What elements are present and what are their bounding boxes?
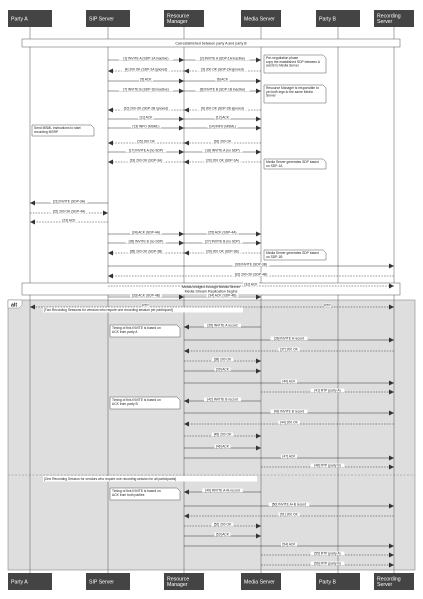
message-label: [24] ACK (SDP-4A) xyxy=(131,230,161,235)
participant-label: Resource Manager xyxy=(167,13,190,25)
message-8 xyxy=(184,87,261,91)
message-label: RTP xyxy=(142,303,149,308)
participant-label: Recording Server xyxy=(377,576,401,588)
participant-bottom-b xyxy=(316,573,360,590)
message-label: [50] INVITE A+B record xyxy=(271,502,307,507)
message-9 xyxy=(184,106,261,110)
message-28 xyxy=(108,249,184,253)
message-label: [21] INVITE (SDP-3A) xyxy=(52,199,86,204)
participant-label: SIP Server xyxy=(89,16,114,23)
message-6 xyxy=(184,77,261,81)
message-label: [33] ACK (SDP-4B) xyxy=(131,293,161,298)
note-text: Pre-negotiation phase copy the established SDP between A and B to Media Server xyxy=(266,56,321,68)
message-3 xyxy=(184,67,261,71)
message-label: [46] ACK xyxy=(215,444,230,449)
message-label: [40] ACK xyxy=(282,379,296,384)
section-label: [Two Recording Sessions for vendors who require one recording session per participant] xyxy=(44,308,173,312)
message-label: [51] 200 OK xyxy=(280,512,298,517)
message-17 xyxy=(108,148,184,152)
participant-label: Resource Manager xyxy=(167,576,190,588)
participant-top-rm xyxy=(164,10,204,27)
alt-label: alt xyxy=(11,302,18,309)
message-label: [43] INVITE B record xyxy=(273,409,305,414)
message-label: [49] INVITE A+B record xyxy=(205,488,240,493)
message-label: [52] 200 OK xyxy=(213,522,232,527)
participant-label: Party B xyxy=(319,579,337,586)
message-label: [8] INVITE B (SDP-1B inactive) xyxy=(199,87,246,92)
message-29 xyxy=(184,249,261,253)
message-25 xyxy=(184,230,261,234)
message-label: [37] 200 OK xyxy=(280,347,298,352)
message-label: [45] 200 OK xyxy=(213,432,232,437)
message-label: [27] INVITE B (no SDP) xyxy=(205,239,240,244)
message-11 xyxy=(108,115,184,119)
message-label: [44] 200 OK xyxy=(280,420,298,425)
message-21 xyxy=(30,199,108,203)
note-8 xyxy=(110,488,180,500)
message-26 xyxy=(108,239,184,243)
message-label: [12] ACK xyxy=(215,115,230,120)
message-label: [7] INVITE B (SDP-1B inactive) xyxy=(123,87,169,92)
note-7 xyxy=(110,397,180,409)
participant-label: Party A xyxy=(11,579,28,586)
section-label: [One Recording Session for vendors who require one recording session for all participants] xyxy=(44,477,177,481)
message-label: [28] 200 OK (SDP-3B) xyxy=(129,249,163,254)
message-15 xyxy=(108,139,184,143)
message-label: [2] INVITE A (SDP-1A inactive) xyxy=(200,56,245,61)
message-2 xyxy=(184,56,261,60)
message-4 xyxy=(108,67,184,71)
note-text: Send MSML instructions to start recording MSRP xyxy=(34,126,81,134)
participant-label: Party A xyxy=(11,16,28,23)
message-22 xyxy=(30,209,108,213)
note-4 xyxy=(264,159,326,169)
message-10 xyxy=(108,106,184,110)
message-label: [20] 200 OK (SDP-3A) xyxy=(206,158,239,163)
message-label: [53] ACK xyxy=(215,532,230,537)
message-1 xyxy=(108,56,184,60)
note-5 xyxy=(264,250,326,260)
participant-label: Recording Server xyxy=(377,13,401,25)
message-label: RTP xyxy=(324,303,331,308)
message-label: [1] INVITE A (SDP-1A inactive) xyxy=(123,56,169,61)
band-text: Call established between party A and party B xyxy=(175,41,247,46)
message-label: [17] INVITE A (no SDP) xyxy=(128,148,164,153)
message-label: [14] INFO (MSML) xyxy=(209,124,236,129)
note-text: Resource Manager is responsible to pin both legs to the same Media Server xyxy=(266,86,319,98)
note-text: Timing of this INVITE is based on ACK from party B xyxy=(112,398,161,406)
message-18 xyxy=(184,148,261,152)
message-label: [47] ACK xyxy=(282,454,296,459)
message-label: [54] ACK xyxy=(282,542,296,547)
note-6 xyxy=(110,325,180,337)
band-text: Media bridged through Media Server Media Stream Replication begins xyxy=(181,285,241,294)
message-16 xyxy=(184,139,261,143)
message-31 xyxy=(108,272,394,276)
message-label: [29] 200 OK (SDP-3B) xyxy=(206,249,239,254)
message-label: [11] ACK xyxy=(139,115,153,120)
participant-label: Media Server xyxy=(244,579,275,586)
message-label: [38] 200 OK xyxy=(213,357,232,362)
message-label: [42] INVITE B record xyxy=(207,397,238,402)
message-label: [18] INVITE A (no SDP) xyxy=(205,148,240,153)
message-label: [9] 200 OK (SDP-2B ignored) xyxy=(201,106,244,111)
note-text: Timing of this INVITE is based on ACK from both parties xyxy=(112,489,161,497)
message-5 xyxy=(108,77,184,81)
message-label: [41] RTP (party A) xyxy=(314,388,341,393)
message-label: [13] INFO (MSML) xyxy=(132,124,160,129)
participant-bottom-a xyxy=(8,573,52,590)
alt-fragment xyxy=(8,300,415,570)
message-label: [56] RTP (party B) xyxy=(314,561,341,566)
participant-label: SIP Server xyxy=(89,579,114,586)
message-label: [16] 200 OK xyxy=(213,139,232,144)
message-label: [25] ACK (SDP-4A) xyxy=(208,230,237,235)
note-text: Media Server generates SDP based on SDP-1B xyxy=(266,251,319,259)
message-label: [15] 200 OK xyxy=(137,139,155,144)
participant-top-ms xyxy=(241,10,281,27)
message-label: [26] INVITE B (no SDP) xyxy=(128,239,164,244)
message-label: [35] INVITE A record xyxy=(207,323,238,328)
note-text: Timing of this INVITE is based on ACK from party A xyxy=(112,326,161,334)
message-label: [32] ACK xyxy=(244,282,258,287)
participant-top-rs xyxy=(374,10,414,27)
message-label: [6] ACK xyxy=(216,77,229,82)
participant-bottom-ms xyxy=(241,573,281,590)
message-30 xyxy=(108,262,394,266)
participant-bottom-rm xyxy=(164,573,204,590)
message-7 xyxy=(108,87,184,91)
message-label: [55] RTP (party A) xyxy=(314,551,341,556)
participant-label: Media Server xyxy=(244,16,275,23)
note-2 xyxy=(264,85,326,103)
message-label: [36] INVITE A record xyxy=(273,336,305,341)
message-24 xyxy=(108,230,184,234)
message-14 xyxy=(184,124,261,128)
message-27 xyxy=(184,239,261,243)
note-text: Media Server generates SDP based on SDP-1A xyxy=(266,160,319,168)
message-20 xyxy=(184,158,261,162)
message-19 xyxy=(108,158,184,162)
participant-top-sip xyxy=(86,10,130,27)
message-label: [22] 200 OK (SDP-4A) xyxy=(52,209,86,214)
message-label: [39] ACK xyxy=(215,367,230,372)
message-12 xyxy=(184,115,261,119)
note-1 xyxy=(264,55,326,73)
message-label: [5] ACK xyxy=(140,77,152,82)
participant-bottom-sip xyxy=(86,573,130,590)
message-label: [4] 200 OK (SDP-2A ignored) xyxy=(124,67,168,72)
message-label: [48] RTP (party B) xyxy=(314,463,341,468)
message-label: [23] ACK xyxy=(62,218,76,223)
message-label: [34] ACK (SDP-4B) xyxy=(208,293,237,298)
message-23 xyxy=(30,218,108,222)
participant-label: Party B xyxy=(319,16,337,23)
participant-bottom-rs xyxy=(374,573,414,590)
message-label: [30] INVITE (SDP-3B) xyxy=(234,262,268,267)
message-label: [19] 200 OK (SDP-3A) xyxy=(129,158,163,163)
message-label: [10] 200 OK (SDP-2B ignored) xyxy=(123,106,169,111)
message-label: [31] 200 OK (SDP-4B) xyxy=(234,272,268,277)
participant-top-a xyxy=(8,10,52,27)
participant-top-b xyxy=(316,10,360,27)
note-3 xyxy=(32,125,94,136)
message-label: [3] 200 OK (SDP-2A ignored) xyxy=(201,67,244,72)
message-13 xyxy=(108,124,184,128)
